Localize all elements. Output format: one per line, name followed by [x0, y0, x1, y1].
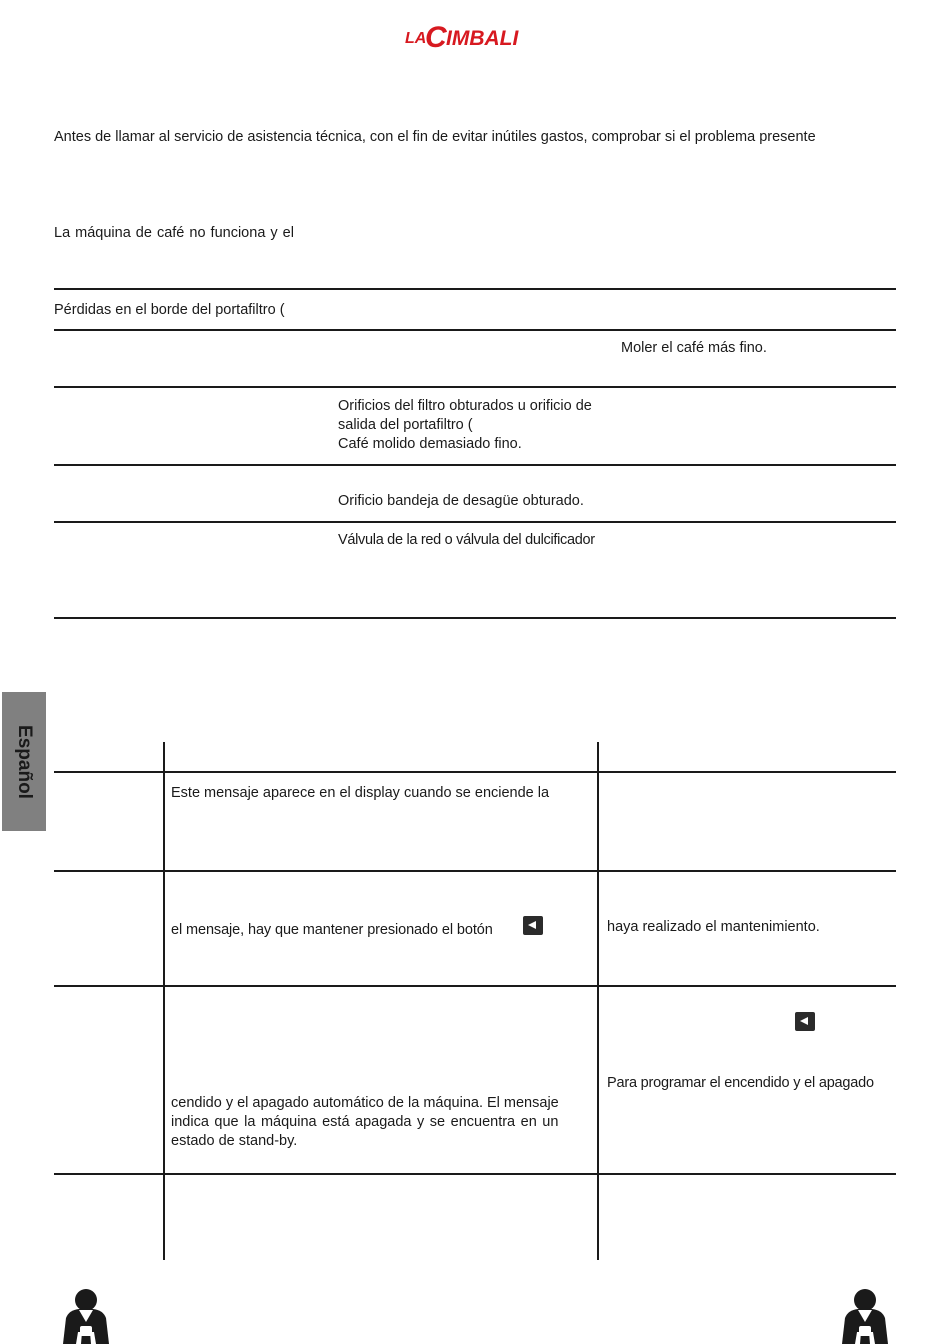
message-description-standby-line3: estado de stand-by.	[171, 1133, 298, 1149]
intro-text: Antes de llamar al servicio de asistencia técnica, con el fin de evitar inútiles gastos, comprobar si el problema presente	[54, 129, 816, 145]
barista-icon	[57, 1288, 115, 1344]
table-column-divider	[163, 742, 165, 1260]
table-divider	[54, 870, 896, 872]
action-maintenance-done: haya realizado el mantenimiento.	[607, 919, 820, 935]
message-description-startup: Este mensaje aparece en el display cuando se enciende la	[171, 785, 550, 801]
cause-valve: Válvula de la red o válvula del dulcificador	[338, 532, 595, 548]
table-divider	[54, 985, 896, 987]
back-arrow-button-icon	[795, 1012, 815, 1031]
table-divider	[54, 464, 896, 466]
table-divider	[54, 1173, 896, 1175]
problem-machine-not-working: La máquina de café no funciona y el	[54, 225, 294, 241]
cause-filter-holes-line1: Orificios del filtro obturados u orificio de	[338, 398, 592, 414]
remedy-grind-finer: Moler el café más fino.	[621, 340, 767, 356]
table-divider	[54, 771, 896, 773]
language-side-tab	[2, 692, 46, 831]
brand-logo	[405, 20, 547, 54]
message-description-standby-line1: cendido y el apagado automático de la máquina. El mensaje	[171, 1095, 559, 1111]
table-divider	[54, 329, 896, 331]
table-column-divider	[597, 742, 599, 1260]
cause-drain-tray-blocked: Orificio bandeja de desagüe obturado.	[338, 493, 584, 509]
barista-icon	[836, 1288, 894, 1344]
message-description-hold-button: el mensaje, hay que mantener presionado el botón	[171, 922, 493, 938]
svg-text:LA: LA	[405, 30, 427, 47]
message-description-standby-line2: indica que la máquina está apagada y se encuentra en un	[171, 1114, 559, 1130]
table-divider	[54, 521, 896, 523]
table-divider	[54, 386, 896, 388]
table-divider	[54, 617, 896, 619]
cause-coffee-too-fine: Café molido demasiado fino.	[338, 436, 522, 452]
svg-text:IMBALI: IMBALI	[446, 27, 519, 50]
svg-text:C: C	[425, 21, 447, 54]
language-label: Español	[14, 724, 35, 799]
cause-filter-holes-line2: salida del portafiltro (	[338, 417, 473, 433]
action-program-on-off: Para programar el encendido y el apagado	[607, 1075, 874, 1091]
back-arrow-button-icon	[523, 916, 543, 935]
table-divider	[54, 288, 896, 290]
problem-portafilter-leak: Pérdidas en el borde del portafiltro (	[54, 302, 285, 318]
